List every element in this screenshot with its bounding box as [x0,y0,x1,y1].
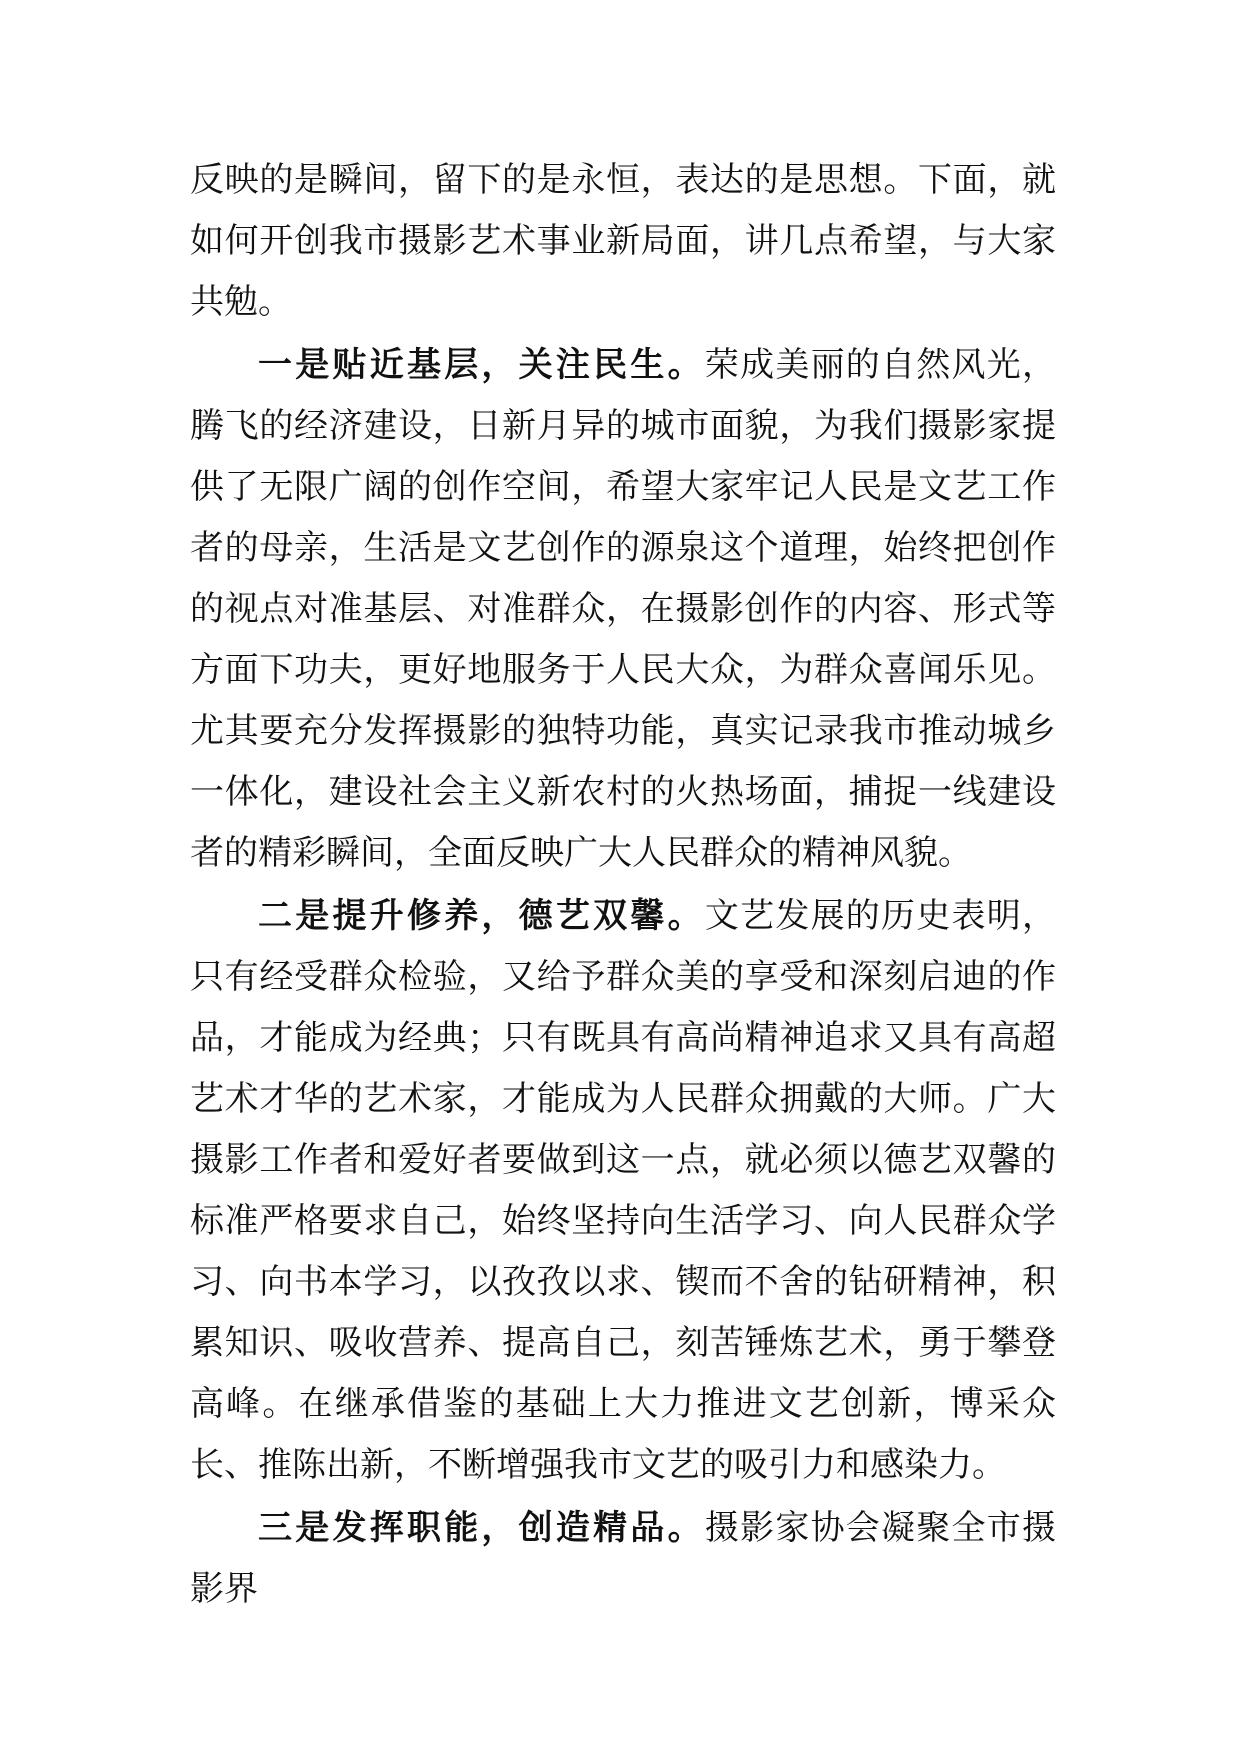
paragraph-intro-text: 反映的是瞬间，留下的是永恒，表达的是思想。下面，就如何开创我市摄影艺术事业新局面，讲几点希望，与大家共勉。 [190,160,1056,322]
point-two-text: 文艺发展的历史表明，只有经受群众检验，又给予群众美的享受和深刻启迪的作品，才能成为经典；只有既具有高尚精神追求又具有高超艺术才华的艺术家，才能成为人民群众拥戴的大师。广大摄影工作者和爱好者要做到这一点，就必须以德艺双馨的标准严格要求自己，始终坚持向生活学习、向人民群众学习、向书本学习，以孜孜以求、锲而不舍的钻研精神，积累知识、吸收营养、提高自己，刻苦锤炼艺术，勇于攀登高峰。在继承借鉴的基础上大力推进文艺创新，博采众长、推陈出新，不断增强我市文艺的吸引力和感染力。 [190,896,1057,1485]
paragraph-point-two [190,886,1056,1496]
point-one-text: 荣成美丽的自然风光，腾飞的经济建设，日新月异的城市面貌，为我们摄影家提供了无限广阔的创作空间，希望大家牢记人民是文艺工作者的母亲，生活是文艺创作的源泉这个道理，始终把创作的视点对准基层、对准群众，在摄影创作的内容、形式等方面下功夫，更好地服务于人民大众，为群众喜闻乐见。尤其要充分发挥摄影的独特功能，真实记录我市推动城乡一体化，建设社会主义新农村的火热场面，捕捉一线建设者的精彩瞬间，全面反映广大人民群众的精神风貌。 [190,345,1057,873]
paragraph-point-one [190,335,1056,884]
paragraph-intro [190,150,1056,333]
point-three-text: 摄影家协会凝聚全市摄影界 [190,1508,1057,1609]
point-three-heading: 三是发挥职能，创造精品。 [258,1508,705,1548]
document-page [190,150,1056,1622]
point-one-heading: 一是贴近基层，关注民生。 [258,345,705,385]
paragraph-point-three [190,1498,1056,1620]
point-two-heading: 二是提升修养，德艺双馨。 [258,896,705,936]
